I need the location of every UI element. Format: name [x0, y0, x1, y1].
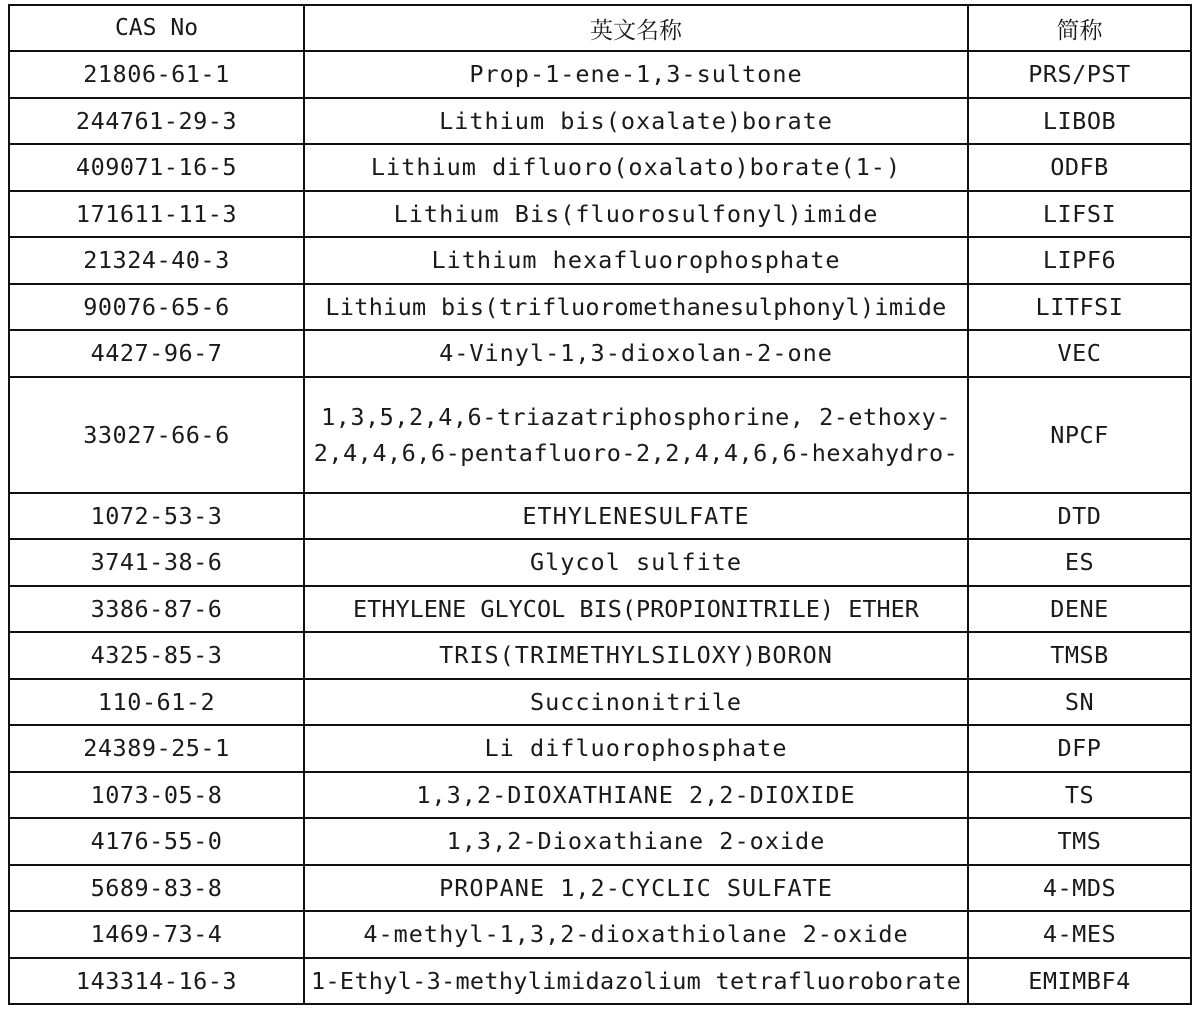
- table-row: [9, 51, 1191, 98]
- table-row: [9, 330, 1191, 377]
- table-row: [9, 539, 1191, 586]
- name-cell: PROPANE 1,2-CYCLIC SULFATE: [304, 865, 968, 912]
- abbr-cell: DENE: [968, 586, 1191, 633]
- cas-cell: 33027-66-6: [9, 377, 304, 493]
- name-cell: Prop-1-ene-1,3-sultone: [304, 51, 968, 98]
- cas-cell: 1073-05-8: [9, 772, 304, 819]
- cas-cell: 110-61-2: [9, 679, 304, 726]
- abbr-cell: 4-MES: [968, 911, 1191, 958]
- name-cell: ETHYLENESULFATE: [304, 493, 968, 540]
- name-cell: Succinonitrile: [304, 679, 968, 726]
- name-cell: Lithium bis(oxalate)borate: [304, 98, 968, 145]
- table-row: [9, 586, 1191, 633]
- table-row: [9, 958, 1191, 1005]
- header-english-name: 英文名称: [304, 5, 968, 51]
- name-cell: Li difluorophosphate: [304, 725, 968, 772]
- name-cell: TRIS(TRIMETHYLSILOXY)BORON: [304, 632, 968, 679]
- header-abbreviation: 简称: [968, 5, 1191, 51]
- cas-table: [8, 4, 1192, 1005]
- cas-cell: 90076-65-6: [9, 284, 304, 331]
- cas-cell: 21806-61-1: [9, 51, 304, 98]
- cas-cell: 24389-25-1: [9, 725, 304, 772]
- abbr-cell: ODFB: [968, 144, 1191, 191]
- abbr-cell: DTD: [968, 493, 1191, 540]
- abbr-cell: PRS/PST: [968, 51, 1191, 98]
- table-row: [9, 237, 1191, 284]
- name-line-1: 1,3,5,2,4,6-triazatriphosphorine, 2-ethoxy-: [321, 402, 951, 431]
- cas-cell: 5689-83-8: [9, 865, 304, 912]
- abbr-cell: DFP: [968, 725, 1191, 772]
- name-line-2: 2,4,4,6,6-pentafluoro-2,2,4,4,6,6-hexahydro-: [313, 438, 959, 467]
- cas-cell: 244761-29-3: [9, 98, 304, 145]
- cas-cell: 4325-85-3: [9, 632, 304, 679]
- table-row: [9, 725, 1191, 772]
- header-row: [9, 5, 1191, 51]
- table-row: [9, 818, 1191, 865]
- abbr-cell: TMSB: [968, 632, 1191, 679]
- abbr-cell: TS: [968, 772, 1191, 819]
- abbr-cell: NPCF: [968, 377, 1191, 493]
- abbr-cell: TMS: [968, 818, 1191, 865]
- cas-cell: 4176-55-0: [9, 818, 304, 865]
- table-row: [9, 865, 1191, 912]
- name-cell: Lithium difluoro(oxalato)borate(1-): [304, 144, 968, 191]
- table-row: [9, 679, 1191, 726]
- abbr-cell: 4-MDS: [968, 865, 1191, 912]
- abbr-cell: LITFSI: [968, 284, 1191, 331]
- name-cell: Lithium hexafluorophosphate: [304, 237, 968, 284]
- cas-cell: 409071-16-5: [9, 144, 304, 191]
- table-row: [9, 284, 1191, 331]
- name-cell: 1,3,2-DIOXATHIANE 2,2-DIOXIDE: [304, 772, 968, 819]
- table-row: [9, 493, 1191, 540]
- table-row: [9, 98, 1191, 145]
- cas-cell: 3741-38-6: [9, 539, 304, 586]
- abbr-cell: LIPF6: [968, 237, 1191, 284]
- cas-cell: 143314-16-3: [9, 958, 304, 1005]
- abbr-cell: EMIMBF4: [968, 958, 1191, 1005]
- name-cell: 4-methyl-1,3,2-dioxathiolane 2-oxide: [304, 911, 968, 958]
- name-cell: Lithium Bis(fluorosulfonyl)imide: [304, 191, 968, 238]
- table-row: [9, 911, 1191, 958]
- name-cell: [304, 377, 968, 493]
- cas-cell: 1469-73-4: [9, 911, 304, 958]
- name-cell: 1,3,2-Dioxathiane 2-oxide: [304, 818, 968, 865]
- cas-cell: 3386-87-6: [9, 586, 304, 633]
- name-cell: ETHYLENE GLYCOL BIS(PROPIONITRILE) ETHER: [304, 586, 968, 633]
- cas-cell: 4427-96-7: [9, 330, 304, 377]
- abbr-cell: LIBOB: [968, 98, 1191, 145]
- table-row: [9, 377, 1191, 493]
- abbr-cell: VEC: [968, 330, 1191, 377]
- name-cell: 1-Ethyl-3-methylimidazolium tetrafluoroborate: [304, 958, 968, 1005]
- name-cell: 4-Vinyl-1,3-dioxolan-2-one: [304, 330, 968, 377]
- name-cell: Glycol sulfite: [304, 539, 968, 586]
- abbr-cell: LIFSI: [968, 191, 1191, 238]
- cas-cell: 171611-11-3: [9, 191, 304, 238]
- table-row: [9, 632, 1191, 679]
- cas-cell: 21324-40-3: [9, 237, 304, 284]
- cas-cell: 1072-53-3: [9, 493, 304, 540]
- table-row: [9, 191, 1191, 238]
- header-cas-no: CAS No: [9, 5, 304, 51]
- name-cell: Lithium bis(trifluoromethanesulphonyl)imide: [304, 284, 968, 331]
- abbr-cell: SN: [968, 679, 1191, 726]
- abbr-cell: ES: [968, 539, 1191, 586]
- table-row: [9, 772, 1191, 819]
- table-row: [9, 144, 1191, 191]
